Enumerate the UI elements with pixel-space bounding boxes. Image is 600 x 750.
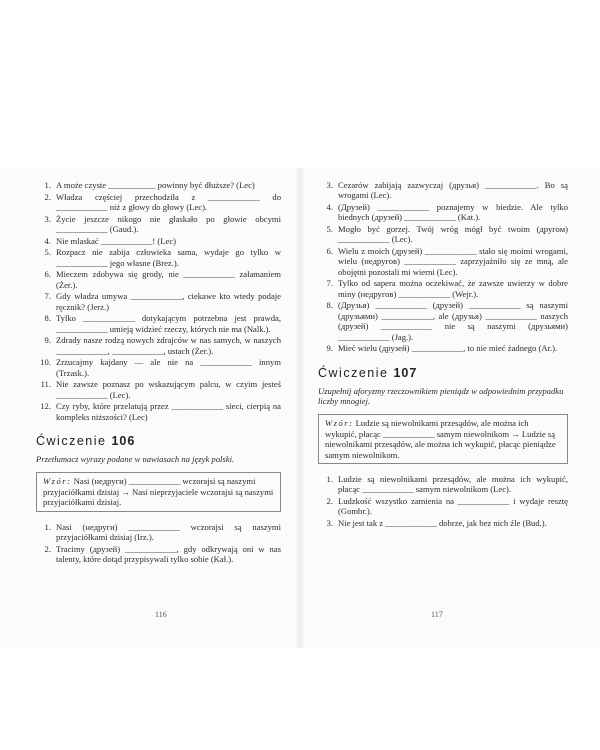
example-label: Wzór: bbox=[43, 476, 72, 487]
example-box bbox=[318, 414, 568, 464]
list-item: 1. A może czyste ___________ powinny być dłuższe? (Lec) bbox=[44, 180, 255, 190]
list-item: 9. Mieć wielu (друзей) ____________, to nie mieć żadnego (Ar.). bbox=[326, 343, 558, 354]
list-item: 4. (Друзей) ____________ poznajemy w biedzie. Ale tylko biednych (друзей) ____________ (Kat.). bbox=[326, 202, 568, 223]
list-item: 2. Ludzkość wszystko zamienia na ____________ i wydaje resztę (Gombr.). bbox=[326, 496, 568, 517]
list-item: 11. Nie zawsze poznasz po wskazującym palcu, w czyim jesteś ____________ (Lec). bbox=[40, 379, 281, 400]
list-item: 9. Zdrady nasze rodzą nowych zdrajców w nas samych, w naszych ____________, ____________, ustach (Żer.). bbox=[44, 335, 281, 356]
page-number-left: 116 bbox=[155, 610, 167, 619]
list-item: 12. Czy ryby, które przelatują przez ____________ sieci, cierpią na kompleks niższości? (Lec) bbox=[40, 401, 281, 422]
example-label: Wzór: bbox=[325, 418, 354, 429]
exercise-heading-107: Ćwiczenie 107 bbox=[318, 365, 418, 380]
list-item: 6. Wielu z moich (друзей) ____________ stało się moimi wrogami, wielu (недругов) ____________ zaprzyjaźniło się ze mną, ale obojętni pozostali mi wierni (Lec). bbox=[326, 246, 568, 277]
list-item: 3. Życie jeszcze nikogo nie głaskało po głowie obcymi ____________ (Gaud.). bbox=[44, 213, 281, 234]
exercise-106-list bbox=[36, 522, 281, 565]
list-item: 1. Ludzie są niewolnikami przesądów, ale można ich wykupić, płacąc ____________ samym niewolnikom (Lec). bbox=[326, 474, 568, 495]
left-top-list bbox=[36, 180, 281, 422]
list-item: 7. Gdy władza umywa ____________, ciekawe kto wtedy podaje ręcznik? (Jerz.) bbox=[44, 291, 281, 312]
book-gutter bbox=[295, 168, 305, 648]
exercise-107-list bbox=[318, 474, 568, 528]
list-item: 3. Nie jest tak z ____________ dobrze, jak bez nich źle (Bud.). bbox=[326, 518, 547, 529]
page-number-right: 117 bbox=[431, 610, 443, 619]
list-item: 3. Cezarów zabijają zazwyczaj (друзья) ____________. Bo są wrogami (Lec). bbox=[326, 180, 568, 201]
list-item: 5. Mogło być gorzej. Twój wróg mógł być twoim (другом) ____________ (Lec). bbox=[326, 224, 568, 245]
exercise-heading-106: Ćwiczenie 106 bbox=[36, 434, 136, 448]
list-item: 8. Tylko ____________ dotykającym potrzebna jest prawda, ____________ umieją widzieć rzeczy, których nie ma (Nalk.). bbox=[44, 313, 281, 334]
list-item: 1. Nasi (недруги) ____________ wczorajsi są naszymi przyjaciółkami dzisiaj (Irz.). bbox=[44, 521, 281, 543]
list-item: 6. Mieczem zdobywa się grody, nie ____________ załamaniem (Żer.). bbox=[44, 269, 281, 290]
list-item: 8. (Друзья) ____________ (друзей) ____________ są naszymi (друзьями) ____________, ale (друзья) ____________ naszych (друзей) ____________ nie są naszymi (друзьями) ____________ (Jag.). bbox=[326, 300, 568, 342]
list-item: 7. Tylko od sapera można oczekiwać, że zawsze uwierzy w dobre miny (недругов) ____________ (Wejr.). bbox=[326, 278, 568, 299]
list-item: 5. Rozpacz nie zabija człowieka sama, wydaje go tylko w ____________ jego własne (Brez.). bbox=[44, 247, 281, 268]
list-item: 10. Zrzucajmy kajdany — ale nie na ____________ innym (Trzask.). bbox=[40, 357, 281, 378]
exercise-instruction: Przetłumacz wyrazy podane w nawiasach na język polski. bbox=[36, 454, 235, 464]
left-column bbox=[36, 180, 281, 566]
example-box bbox=[36, 472, 281, 511]
example-text: Nasi (недруги) ____________ wczorajsi są naszymi przyjaciółkami dzisiaj → Nasi nieprzyjaciele wczorajsi są naszymi przyjaciółkami dzisiaj. bbox=[43, 476, 274, 508]
list-item: 2. Władza częściej przechodziła z ____________ do ____________ niż z głowy do głowy (Lec). bbox=[44, 191, 281, 212]
right-column bbox=[318, 180, 568, 530]
exercise-instruction: Uzupełnij aforyzmy rzeczownikiem pieniądz w odpowiednim przypadku liczby mnogiej. bbox=[318, 385, 564, 407]
example-text: Ludzie są niewolnikami przesądów, ale można ich wykupić, płacąc ____________ samym niewolnikom → Ludzie są niewolnikami przesądów, ale można ich wykupić, płacąc pieniądze samym niewolnikom. bbox=[325, 418, 556, 460]
right-top-list bbox=[318, 180, 568, 354]
list-item: 4. Nie mlaskać ____________! (Lec) bbox=[44, 235, 177, 246]
list-item: 2. Tracimy (друзей) ____________, gdy odkrywają oni w nas talenty, które dotąd przypisywali tylko sobie (Kał.). bbox=[44, 543, 281, 565]
